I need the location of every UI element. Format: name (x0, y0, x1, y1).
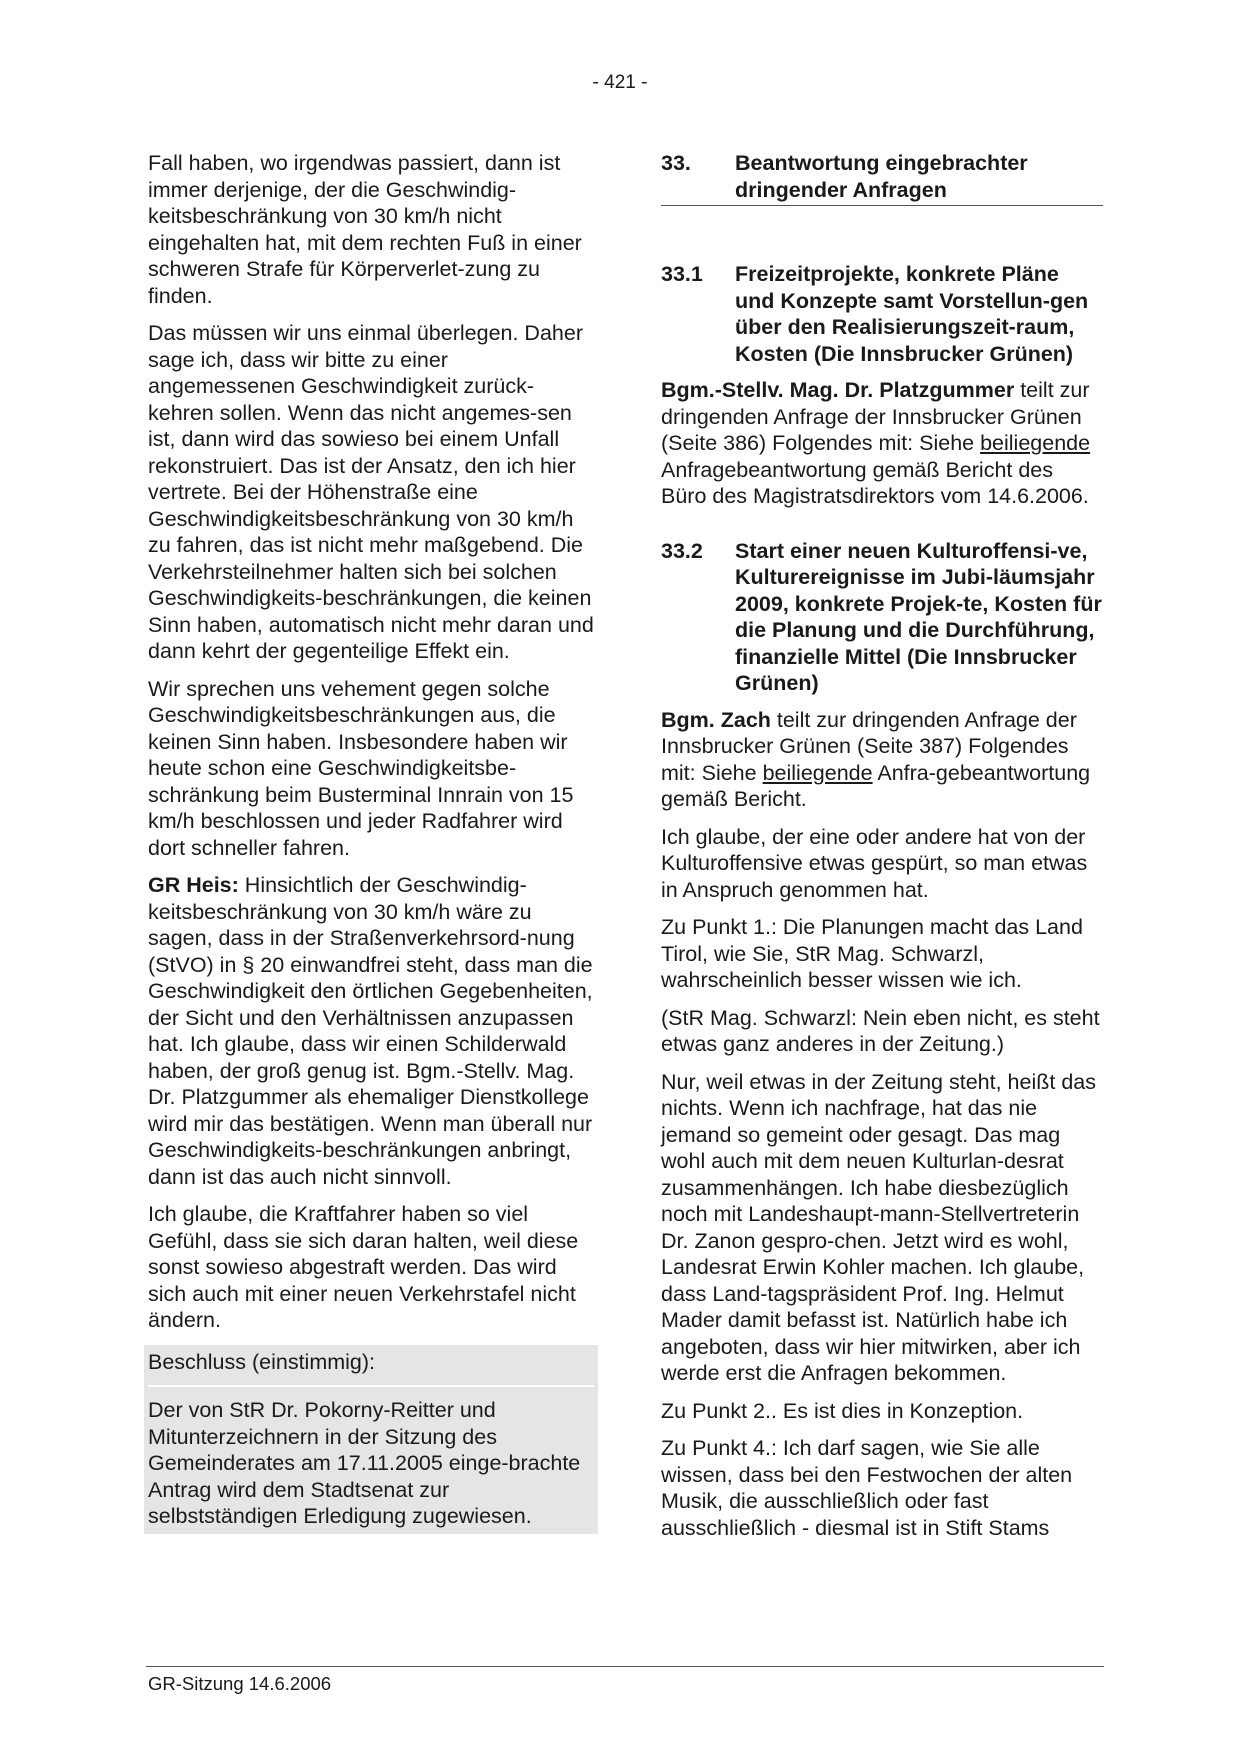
section-title: Freizeitprojekte, konkrete Pläne und Konzepte samt Vorstellun-gen über den Realisierungszeit-raum, Kosten (Die Innsbrucker Grünen) (735, 262, 1089, 366)
paragraph: Ich glaube, die Kraftfahrer haben so viel Gefühl, dass sie sich daran halten, weil diese sonst sowieso abgestraft werden. Das wird sich auch mit einer neuen Verkehrstafel nicht ändern. (148, 1202, 579, 1332)
paragraph: Wir sprechen uns vehement gegen solche Geschwindigkeitsbeschränkungen aus, die keinen Sinn haben. Insbesondere haben wir heute schon eine Geschwindigkeitsbe-schränkung beim Busterminal Innrain von 15 km/h beschlossen und jeder Radfahrer wird dort schneller fahren. (148, 676, 574, 860)
footer-text: GR-Sitzung 14.6.2006 (148, 1673, 332, 1694)
paragraph (148, 872, 596, 1190)
paragraph: Zu Punkt 1.: Die Planungen macht das Land Tirol, wie Sie, StR Mag. Schwarzl, wahrscheinlich besser wissen wie ich. (661, 915, 1083, 992)
resolution-text: Der von StR Dr. Pokorny-Reitter und Mitunterzeichnern in der Sitzung des Gemeinderates am 17.11.2005 einge-brachte Antrag wird dem Stadtsenat zur selbstständigen Erledigung zugewiesen. (148, 1398, 581, 1528)
speaker-name: Bgm.-Stellv. Mag. Dr. Platzgummer (661, 378, 1015, 402)
paragraph (661, 707, 1103, 813)
section-title: Beantwortung eingebrachter dringender Anfragen (735, 151, 1028, 202)
section-heading-33-1 (661, 261, 1103, 367)
paragraph: Nur, weil etwas in der Zeitung steht, heißt das nichts. Wenn ich nachfrage, hat das nie jemand so gemeint oder gesagt. Das mag wohl auch mit dem neuen Kulturlan-desrat zusammenhängen. Ich habe diesbezüglich noch mit Landeshaupt-mann-Stellvertreterin Dr. Zanon gespro-chen. Jetzt wird es wohl, Landesrat Erwin Kohler machen. Ich glaube, dass Land-tagspräsident Prof. Ing. Helmut Mader damit befasst ist. Natürlich habe ich angeboten, dass wir hier mitwirken, aber ich werde erst die Anfragen bekommen. (661, 1069, 1096, 1385)
section-number: 33.2 (661, 538, 703, 563)
paragraph-text: Anfragebeantwortung gemäß Bericht des Büro des Magistratsdirektors vom 14.6.2006. (661, 457, 1089, 508)
resolution-label: Beschluss (einstimmig): (148, 1349, 594, 1388)
paragraph: Fall haben, wo irgendwas passiert, dann ist immer derjenige, der die Geschwindig-keitsbeschränkung von 30 km/h nicht eingehalten hat, mit dem rechten Fuß in einer schweren Strafe für Körperverlet-zung zu finden. (148, 151, 582, 308)
underlined-word: beiliegende (762, 760, 873, 785)
paragraph (661, 377, 1103, 510)
paragraph: (StR Mag. Schwarzl: Nein eben nicht, es steht etwas ganz anderes in der Zeitung.) (661, 1005, 1100, 1056)
right-column (661, 150, 1103, 1552)
paragraph-text: Anfra-gebeantwortung gemäß Bericht. (661, 760, 1091, 811)
paragraph-text: Hinsichtlich der Geschwindig-keitsbeschränkung von 30 km/h wäre zu sagen, dass in der Straßenverkehrsord-nung (StVO) in § 20 einwandfrei steht, dass man die Geschwindigkeit den örtlichen Gegebenheiten, der Sicht und den Verhältnissen anzupassen hat. Ich glaube, dass wir einen Schilderwald haben, der groß genug ist. Bgm.-Stellv. Mag. Dr. Platzgummer als ehemaliger Dienstkollege wird mir das bestätigen. Wenn man überall nur Geschwindigkeits-beschränkungen anbringt, dann ist das auch nicht sinnvoll. (148, 873, 593, 1189)
paragraph-text: teilt zur dringenden Anfrage der Innsbrucker Grünen (Seite 386) Folgendes mit: Siehe (661, 378, 1090, 455)
resolution-box (144, 1345, 598, 1534)
underlined-word: beiliegende (980, 431, 1091, 455)
section-heading-33-2 (661, 538, 1103, 697)
page-number: - 421 - (592, 72, 648, 93)
paragraph: Das müssen wir uns einmal überlegen. Daher sage ich, dass wir bitte zu einer angemessenen Geschwindigkeit zurück-kehren sollen. Wenn das nicht angemes-sen ist, dann wird das sowieso bei einem Unfall rekonstruiert. Das ist der Ansatz, den ich hier vertrete. Bei der Höhenstraße eine Geschwindigkeitsbeschränkung von 30 km/h zu fahren, das ist nicht mehr maßgebend. Die Verkehrsteilnehmer halten sich bei solchen Geschwindigkeits-beschränkungen, die keinen Sinn haben, automatisch nicht mehr daran und dann kehrt der gegenteilige Effekt ein. (148, 321, 594, 663)
speaker-name: GR Heis: (148, 873, 239, 897)
paragraph: Ich glaube, der eine oder andere hat von der Kulturoffensive etwas gespürt, so man etwas in Anspruch genommen hat. (661, 824, 1088, 902)
speaker-name: Bgm. Zach (661, 707, 771, 732)
section-number: 33.1 (661, 262, 703, 286)
paragraph-text: teilt zur dringenden Anfrage der Innsbrucker Grünen (Seite 387) Folgendes mit: Siehe (661, 707, 1077, 785)
section-number: 33. (661, 151, 691, 175)
section-title: Start einer neuen Kulturoffensi-ve, Kulturereignisse im Jubi-läumsjahr 2009, konkrete Projek-te, Kosten für die Planung und die Durchführung, finanzielle Mittel (Die Innsbrucker Grünen) (735, 538, 1102, 695)
left-column (148, 150, 596, 1534)
footer-divider (146, 1666, 1104, 1667)
paragraph: Zu Punkt 4.: Ich darf sagen, wie Sie alle wissen, dass bei den Festwochen der alten Musik, die ausschließlich oder fast ausschließlich - diesmal ist in Stift Stams (661, 1436, 1073, 1540)
paragraph: Zu Punkt 2.. Es ist dies in Konzeption. (661, 1398, 1024, 1423)
section-heading-33 (661, 150, 1103, 206)
